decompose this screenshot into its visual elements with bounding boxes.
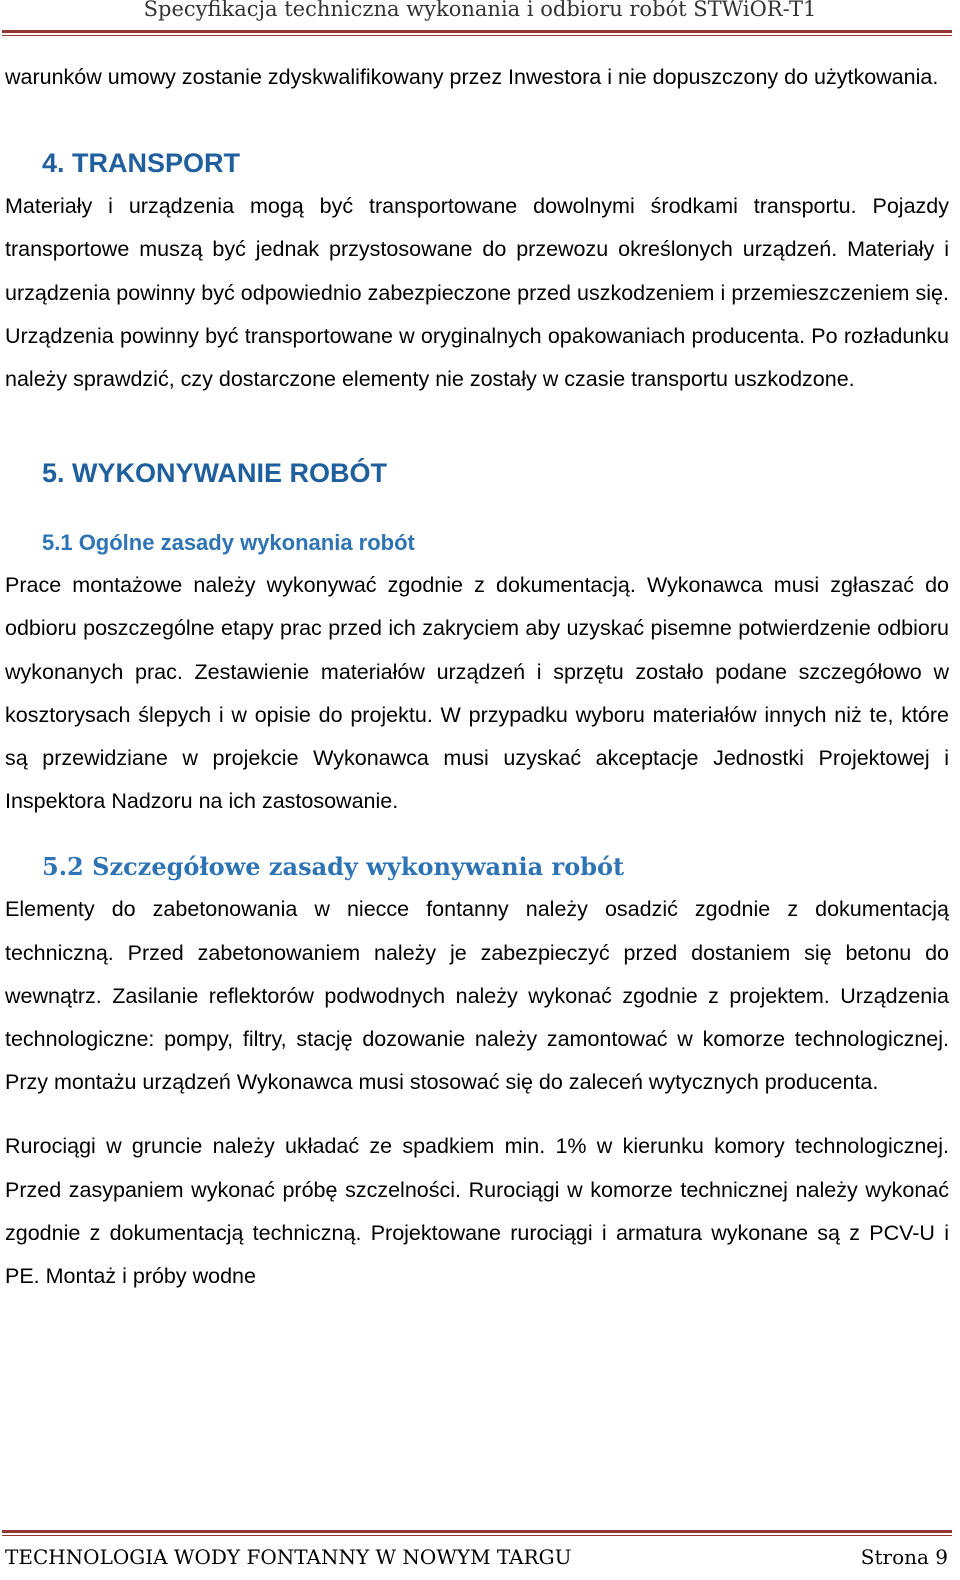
document-body — [5, 56, 949, 1298]
section-heading-wykonywanie: 5. WYKONYWANIE ROBÓT — [42, 458, 388, 489]
intro-paragraph: warunków umowy zostanie zdyskwalifikowany przez Inwestora i nie dopuszczony do użytkowania. — [5, 65, 939, 89]
subsection-5-1-paragraph: Prace montażowe należy wykonywać zgodnie z dokumentacją. Wykonawca musi zgłaszać do odbioru poszczególne etapy prac przed ich zakryciem aby uzyskać pisemne potwierdzenie odbioru wykonanych prac. Zestawienie materiałów urządzeń i sprzętu zostało podane szczegółowo w kosztorysach ślepych i w opisie do projektu. W przypadku wyboru materiałów innych niż te, które są przewidziane w projekcie Wykonawca musi uzyskać akceptacje Jednostki Projektowej i Inspektora Nadzoru na ich zastosowanie. — [5, 573, 949, 814]
subsection-5-2-paragraph-1: Elementy do zabetonowania w niecce fontanny należy osadzić zgodnie z dokumentacją techniczną. Przed zabetonowaniem należy je zabezpieczyć przed dostaniem się betonu do wewnątrz. Zasilanie reflektorów podwodnych należy wykonać zgodnie z projektem. Urządzenia technologiczne: pompy, filtry, stację dozowanie należy zamontować w komorze technologicznej. Przy montażu urządzeń Wykonawca musi stosować się do zaleceń wytycznych producenta. — [5, 897, 949, 1095]
page-header-title: Specyfikacja techniczna wykonania i odbioru robót STWiOR-T1 — [143, 0, 817, 21]
subsection-5-2-paragraph-2: Rurociągi w gruncie należy układać ze spadkiem min. 1% w kierunku komory technologicznej. Przed zasypaniem wykonać próbę szczelności. Rurociągi w komorze technicznej należy wykonać zgodnie z dokumentacją techniczną. Projektowane rurociągi i armatura wykonane są z PCV-U i PE. Montaż i próby wodne — [5, 1134, 949, 1289]
header-rule — [2, 30, 952, 33]
subsection-heading-5-1: 5.1 Ogólne zasady wykonania robót — [42, 530, 415, 556]
page-number: Strona 9 — [860, 1545, 948, 1569]
footer-rule-thin — [2, 1535, 952, 1536]
section-heading-transport: 4. TRANSPORT — [42, 148, 241, 179]
footer-rule — [2, 1530, 952, 1533]
footer-document-title: TECHNOLOGIA WODY FONTANNY W NOWYM TARGU — [5, 1545, 572, 1569]
header-rule-thin — [2, 35, 952, 36]
transport-paragraph: Materiały i urządzenia mogą być transportowane dowolnymi środkami transportu. Pojazdy transportowe muszą być jednak przystosowane do przewozu określonych urządzeń. Materiały i urządzenia powinny być odpowiednio zabezpieczone przed uszkodzeniem i przemieszczeniem się. Urządzenia powinny być transportowane w oryginalnych opakowaniach producenta. Po rozładunku należy sprawdzić, czy dostarczone elementy nie zostały w czasie transportu uszkodzone. — [5, 194, 949, 392]
subsection-heading-5-2: 5.2 Szczegółowe zasady wykonywania robót — [42, 852, 625, 882]
